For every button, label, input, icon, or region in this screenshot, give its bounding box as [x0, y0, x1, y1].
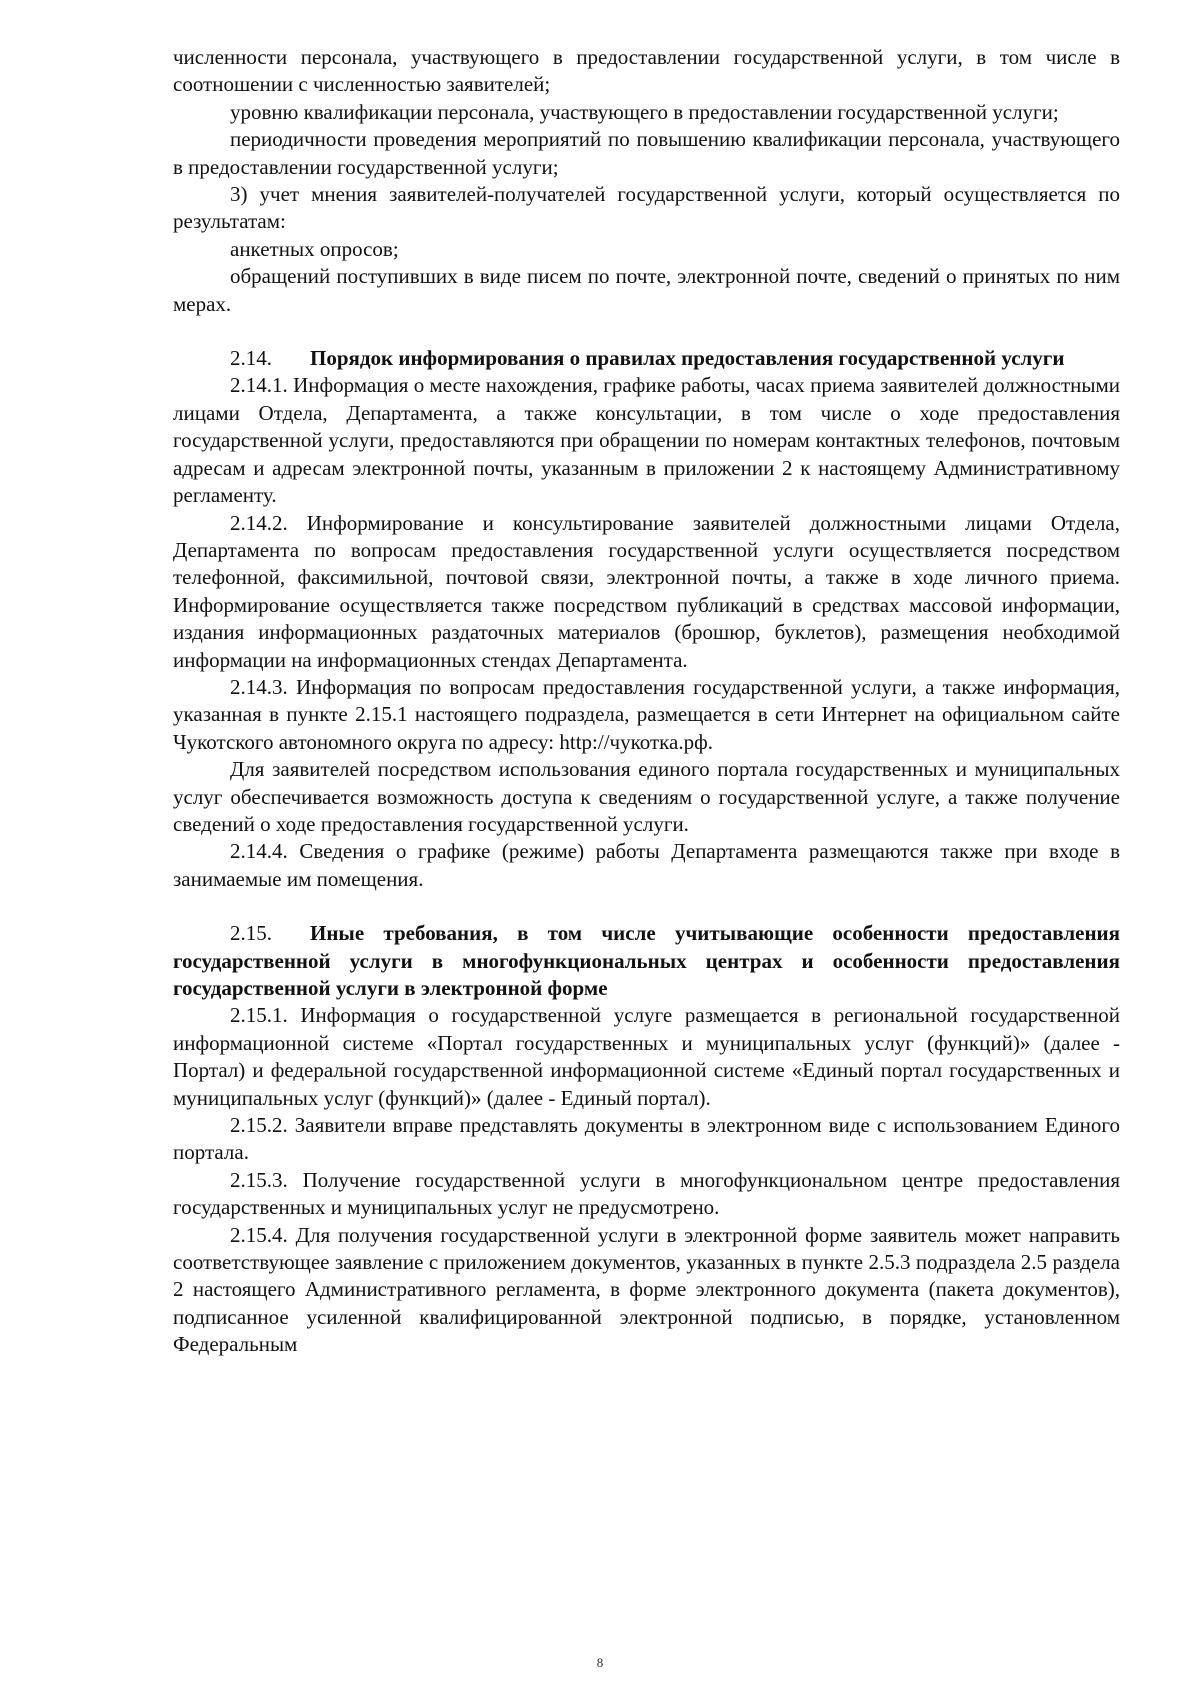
paragraph: 2.15.1. Информация о государственной услуге размещается в региональной государственной информационной системе «Портал государственных и муниципальных услуг (функций)» (далее - Портал) и федеральной государственной информационной системе «Единый портал государственных и муниципальных услуг (функций)» (далее - Единый портал). [173, 1003, 1120, 1110]
paragraph: 3) учет мнения заявителей-получателей государственной услуги, который осуществляется по результатам: [173, 182, 1120, 234]
section-number: 2.15. [230, 921, 272, 946]
section-heading-2-15 [173, 920, 1120, 1002]
paragraph: численности персонала, участвующего в предоставлении государственной услуги, в том числе в соотношении с численностью заявителей; [173, 45, 1120, 97]
paragraph: 2.15.2. Заявители вправе представлять документы в электронном виде с использованием Единого портала. [173, 1113, 1120, 1165]
page-body [173, 44, 1120, 1359]
paragraph: 2.15.4. Для получения государственной услуги в электронной форме заявитель может направить соответствующее заявление с приложением документов, указанных в пункте 2.5.3 подраздела 2.5 раздела 2 настоящего Административного регламента, в форме электронного документа (пакета документов), подписанное усиленной квалифицированной электронной подписью, в порядке, установленном Федеральным [173, 1222, 1120, 1357]
paragraph: 2.14.3. Информация по вопросам предоставления государственной услуги, а также информация, указанная в пункте 2.15.1 настоящего подраздела, размещается в сети Интернет на официальном сайте Чукотского автономного округа по адресу: http://чукотка.рф. [173, 674, 1120, 754]
paragraph: уровню квалификации персонала, участвующего в предоставлении государственной услуги; [230, 99, 1059, 124]
section-number: 2.14. [230, 346, 272, 371]
paragraph: 2.14.2. Информирование и консультирование заявителей должностными лицами Отдела, Департамента по вопросам предоставления государственной услуги осуществляется посредством телефонной, факсимильной, почтовой связи, электронной почты, а также в ходе личного приема. Информирование осуществляется также посредством публикаций в средствах массовой информации, издания информационных раздаточных материалов (брошюр, буклетов), размещения необходимой информации на информационных стендах Департамента. [173, 510, 1120, 672]
page-number: 8 [596, 1655, 604, 1670]
paragraph: анкетных опросов; [230, 236, 399, 261]
paragraph: периодичности проведения мероприятий по повышению квалификации персонала, участвующего в предоставлении государственной услуги; [173, 127, 1120, 179]
paragraph: 2.14.1. Информация о месте нахождения, графике работы, часах приема заявителей должностными лицами Отдела, Департамента, а также консультации, в том числе о ходе предоставления государственной услуги, предоставляются при обращении по номерам контактных телефонов, почтовым адресам и адресам электронной почты, указанным в приложении 2 к настоящему Административному регламенту. [173, 373, 1120, 508]
paragraph: 2.15.3. Получение государственной услуги в многофункциональном центре предоставления государственных и муниципальных услуг не предусмотрено. [173, 1167, 1120, 1220]
section-title: Иные требования, в том числе учитывающие особенности предоставления государственной услуги в многофункциональных центрах и особенности предоставления государственной услуги в электронной форме [173, 921, 1120, 1000]
paragraph: Для заявителей посредством использования единого портала государственных и муниципальных услуг обеспечивается возможность доступа к сведениям о государственной услуге, а также получение сведений о ходе предоставления государственной услуги. [173, 757, 1120, 836]
paragraph: 2.14.4. Сведения о графике (режиме) работы Департамента размещаются также при входе в занимаемые им помещения. [173, 839, 1120, 891]
paragraph: обращений поступивших в виде писем по почте, электронной почте, сведений о принятых по ним мерах. [173, 264, 1120, 316]
section-title: Порядок информирования о правилах предоставления государственной услуги [310, 346, 1065, 371]
section-heading-2-14 [173, 345, 1120, 372]
